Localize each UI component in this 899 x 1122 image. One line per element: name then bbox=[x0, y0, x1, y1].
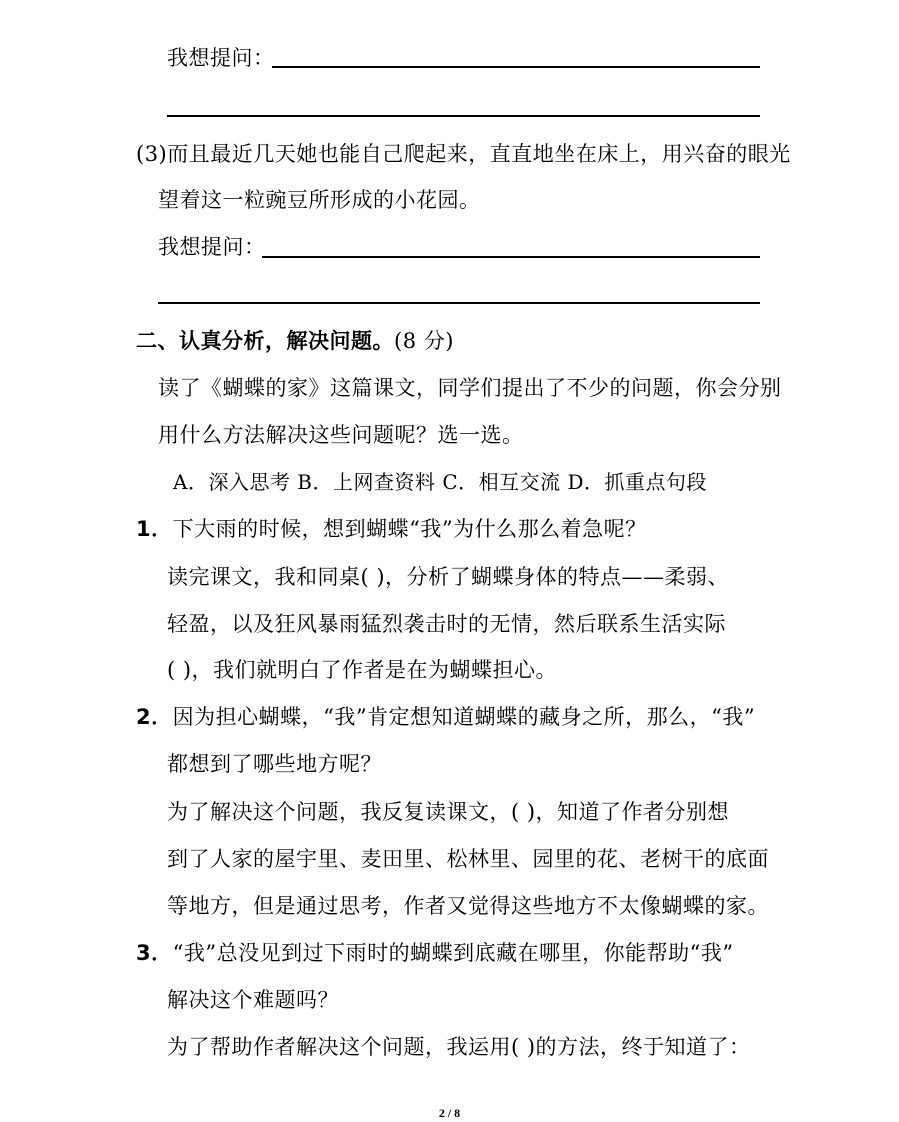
question-number: 1． bbox=[136, 517, 173, 541]
answer-text: 轻盈，以及狂风暴雨猛烈袭击时的无情，然后联系生活实际 bbox=[167, 612, 726, 636]
section-intro: 读了《蝴蝶的家》这篇课文，同学们提出了不少的问题，你会分别 bbox=[158, 376, 782, 400]
section-intro: 用什么方法解决这些问题呢？选一选。 bbox=[158, 423, 524, 447]
page-indicator: 2 / 8 bbox=[438, 1106, 461, 1120]
answer-blank-line[interactable] bbox=[262, 256, 760, 258]
question-text: 都想到了哪些地方呢？ bbox=[167, 752, 382, 776]
question-prompt-label: 我想提问： bbox=[167, 46, 275, 70]
answer-text: 读完课文，我和同桌( )，分析了蝴蝶身体的特点——柔弱、 bbox=[167, 565, 730, 589]
answer-blank-line[interactable] bbox=[158, 302, 760, 304]
answer-text: 到了人家的屋宇里、麦田里、松林里、园里的花、老树干的底面 bbox=[167, 847, 769, 871]
answer-text: 为了解决这个问题，我反复读课文，( )，知道了作者分别想 bbox=[167, 800, 730, 824]
question-number: 3． bbox=[136, 941, 173, 965]
answer-text: 等地方，但是通过思考，作者又觉得这些地方不太像蝴蝶的家。 bbox=[167, 894, 769, 918]
answer-text: ( )，我们就明白了作者是在为蝴蝶担心。 bbox=[167, 658, 558, 682]
section-score: (8 分) bbox=[394, 329, 454, 353]
section-title: 二、认真分析，解决问题。 bbox=[136, 328, 394, 353]
question-item bbox=[136, 939, 734, 967]
answer-blank-line[interactable] bbox=[167, 115, 760, 117]
answer-options: A．深入思考 B．上网查资料 C．相互交流 D．抓重点句段 bbox=[173, 470, 708, 494]
question-prompt-label: 我想提问： bbox=[158, 235, 266, 259]
question-number: 2． bbox=[136, 705, 173, 729]
question-text: 解决这个难题吗？ bbox=[167, 988, 339, 1012]
question-text: “我”总没见到过下雨时的蝴蝶到底藏在哪里，你能帮助“我” bbox=[172, 941, 734, 965]
section-heading bbox=[136, 327, 454, 355]
answer-text: 为了帮助作者解决这个问题，我运用( )的方法，终于知道了： bbox=[167, 1035, 751, 1059]
question-text: 因为担心蝴蝶，“我”肯定想知道蝴蝶的藏身之所，那么，“我” bbox=[172, 705, 756, 729]
answer-blank-line[interactable] bbox=[272, 66, 760, 68]
question-text: 下大雨的时候，想到蝴蝶“我”为什么那么着急呢？ bbox=[172, 517, 647, 541]
question-item bbox=[136, 703, 755, 731]
question-item bbox=[136, 515, 647, 543]
passage-sentence: (3)而且最近几天她也能自己爬起来，直直地坐在床上，用兴奋的眼光 bbox=[136, 142, 791, 166]
passage-sentence: 望着这一粒豌豆所形成的小花园。 bbox=[158, 188, 481, 212]
